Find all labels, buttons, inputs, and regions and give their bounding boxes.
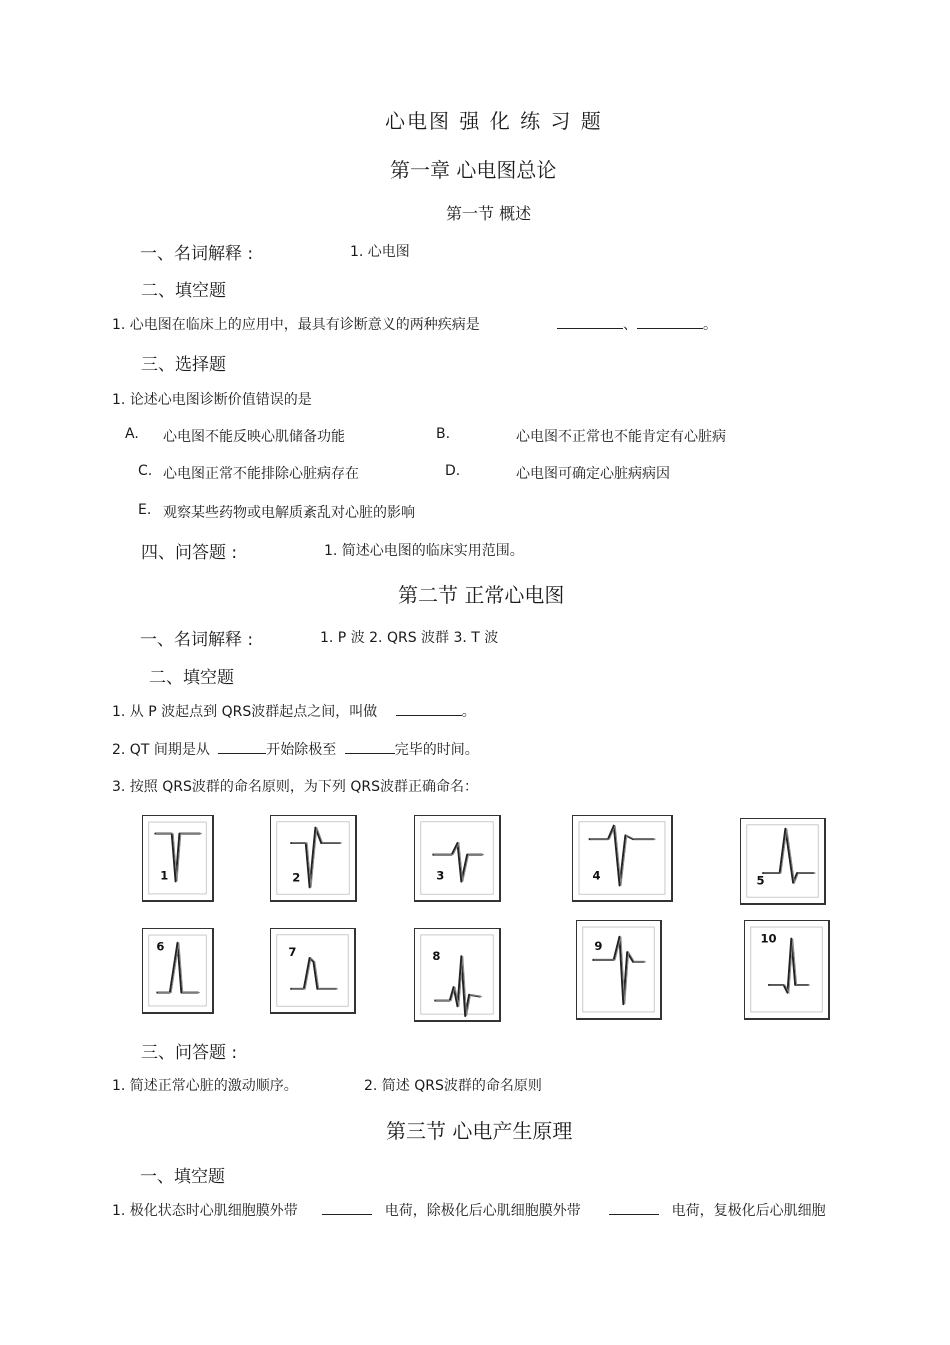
s3-fill1-text-c: 电荷，复极化后心肌细胞: [671, 1203, 826, 1219]
blank-sep: 、: [623, 317, 637, 333]
qrs-inner-frame: [421, 822, 493, 894]
option-d-letter: D.: [445, 463, 461, 479]
qrs-number: 5: [756, 873, 765, 888]
s3-fill1-blank-1[interactable]: [322, 1200, 372, 1215]
s1-q4-item: 1. 简述心电图的临床实用范围。: [324, 543, 524, 559]
qrs-figure-10: [744, 920, 830, 1020]
s1-q1-item: 1. 心电图: [350, 244, 410, 260]
s2-fill3: 3. 按照 QRS波群的命名原则，为下列 QRS波群正确命名：: [112, 779, 478, 795]
qrs-waveform-4: [573, 816, 671, 900]
qrs-number: 10: [760, 931, 777, 946]
qrs-trace: [290, 958, 336, 989]
blank-2[interactable]: [637, 314, 703, 329]
qrs-waveform-7: [271, 929, 354, 1012]
qrs-figure-3: [414, 815, 501, 902]
blank-end: 。: [703, 317, 717, 333]
fill2-text-a: 2. QT 间期是从: [112, 742, 210, 758]
s1-q1-label: 一、名词解释 :: [140, 244, 254, 264]
fill1-blank[interactable]: [396, 701, 462, 716]
s2-fill1: [112, 701, 476, 721]
section1-heading: 第一节 概述: [446, 204, 532, 223]
section3-heading: 第三节 心电产生原理: [386, 1119, 573, 1143]
s3-fill1-text-b: 电荷，除极化后心肌细胞膜外带: [384, 1203, 581, 1219]
qrs-waveform-10: [745, 921, 828, 1018]
qrs-waveform-9: [577, 921, 660, 1018]
option-c: 心电图正常不能排除心脏病存在: [163, 466, 359, 482]
qrs-waveform-8: [415, 929, 499, 1020]
qrs-number: 3: [436, 868, 445, 883]
qrs-number: 7: [288, 945, 297, 960]
qrs-number: 8: [432, 949, 441, 964]
option-e-letter: E.: [138, 502, 152, 518]
option-c-letter: C.: [138, 463, 153, 479]
qrs-figure-8: [414, 928, 501, 1022]
qrs-figure-1: [142, 815, 214, 902]
qrs-waveform-5: [741, 819, 824, 903]
s3-fill1-blank-2[interactable]: [609, 1200, 659, 1215]
qrs-figure-5: [740, 818, 826, 905]
option-a-letter: A.: [125, 426, 139, 442]
s1-q4-label: 四、问答题 :: [141, 543, 238, 563]
qrs-figure-2: [270, 815, 357, 902]
option-d: 心电图可确定心脏病病因: [516, 466, 670, 482]
fill1-end: 。: [461, 704, 476, 720]
qrs-waveform-2: [271, 816, 355, 900]
qrs-waveform-6: [143, 929, 212, 1012]
s1-q2-blanks: [557, 314, 717, 334]
fill2-blank-1[interactable]: [218, 739, 266, 754]
qrs-number: 4: [592, 868, 601, 883]
s2-q1-items: 1. P 波 2. QRS 波群 3. T 波: [320, 630, 499, 646]
fill2-blank-2[interactable]: [345, 739, 395, 754]
blank-1[interactable]: [557, 314, 623, 329]
section2-heading: 第二节 正常心电图: [398, 583, 565, 607]
qrs-number: 1: [160, 868, 169, 883]
fill1-text: 1. 从 P 波起点到 QRS波群起点之间，叫做: [112, 704, 378, 720]
s2-q2-label: 二、填空题: [149, 668, 234, 688]
option-b-letter: B.: [436, 426, 451, 442]
fill2-text-b: 开始除极至: [266, 742, 337, 758]
document-title: 心电图 强 化 练 习 题: [385, 109, 603, 133]
s2-q3-item1: 1. 简述正常心脏的激动顺序。: [112, 1078, 298, 1094]
qrs-number: 2: [292, 870, 301, 885]
s1-q2-item: 1. 心电图在临床上的应用中，最具有诊断意义的两种疾病是: [112, 317, 480, 333]
s1-q3-stem: 1. 论述心电图诊断价值错误的是: [112, 392, 312, 408]
qrs-waveform-3: [415, 816, 499, 900]
option-a: 心电图不能反映心肌储备功能: [163, 429, 345, 445]
qrs-figure-9: [576, 920, 662, 1020]
s2-q3-label: 三、问答题 :: [141, 1043, 238, 1063]
s2-fill2: [112, 739, 479, 759]
s2-q3-item2: 2. 简述 QRS波群的命名原则: [364, 1078, 542, 1094]
option-b: 心电图不正常也不能肯定有心脏病: [516, 429, 726, 445]
fill2-text-c: 完毕的时间。: [394, 742, 479, 758]
s1-q3-label: 三、选择题: [141, 355, 226, 375]
option-e: 观察某些药物或电解质紊乱对心脏的影响: [163, 505, 415, 521]
chapter-heading: 第一章 心电图总论: [390, 158, 557, 182]
qrs-figure-4: [572, 815, 673, 902]
s3-fill1: [112, 1200, 826, 1220]
qrs-number: 9: [594, 939, 603, 954]
s3-q1-label: 一、填空题: [140, 1167, 225, 1187]
qrs-trace: [434, 956, 480, 1016]
qrs-number: 6: [156, 939, 165, 954]
s3-fill1-text-a: 1. 极化状态时心肌细胞膜外带: [112, 1203, 298, 1219]
s2-q1-label: 一、名词解释 :: [140, 630, 254, 650]
qrs-figure-6: [142, 928, 214, 1014]
qrs-waveform-1: [143, 816, 212, 900]
qrs-figure-7: [270, 928, 356, 1014]
s1-q2-label: 二、填空题: [141, 281, 226, 301]
